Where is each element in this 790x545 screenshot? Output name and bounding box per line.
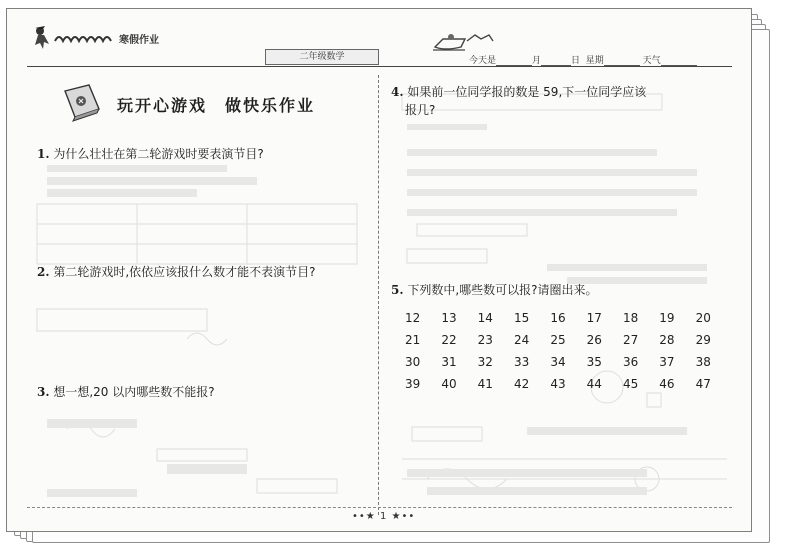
left-column (29, 83, 369, 399)
header-rule (27, 66, 732, 67)
number-cell[interactable]: 23 (477, 333, 493, 347)
page-footer (352, 511, 415, 522)
question-1 (37, 145, 264, 163)
number-cell[interactable]: 36 (622, 355, 639, 369)
question-4-number: 4. (391, 85, 404, 99)
number-cell[interactable]: 38 (695, 355, 711, 369)
number-cell[interactable]: 20 (695, 311, 711, 325)
number-grid-row (405, 351, 732, 373)
number-cell[interactable]: 40 (441, 377, 457, 391)
date-weather-line (469, 53, 697, 66)
brand-logo (31, 25, 159, 51)
number-cell[interactable]: 13 (441, 311, 457, 325)
number-cell[interactable]: 28 (659, 333, 675, 347)
question-4-line-1: 如果前一位同学报的数是 59,下一位同学应该 (407, 85, 647, 99)
question-1-number: 1. (37, 147, 50, 161)
column-divider (378, 75, 379, 515)
number-cell[interactable]: 32 (477, 355, 493, 369)
number-cell[interactable]: 42 (513, 377, 530, 391)
page-header (7, 9, 751, 65)
number-cell[interactable]: 24 (513, 333, 530, 347)
number-cell[interactable]: 22 (441, 333, 457, 347)
number-cell[interactable]: 25 (550, 333, 566, 347)
number-cell[interactable]: 33 (513, 355, 530, 369)
number-cell[interactable]: 18 (622, 311, 639, 325)
number-cell[interactable]: 27 (622, 333, 639, 347)
number-cell[interactable]: 31 (441, 355, 457, 369)
number-grid-row (405, 373, 732, 395)
question-2-number: 2. (37, 265, 50, 279)
number-cell[interactable]: 19 (659, 311, 675, 325)
number-cell[interactable]: 21 (405, 333, 421, 347)
number-cell[interactable]: 47 (695, 377, 711, 391)
number-grid-row (405, 307, 732, 329)
question-2 (37, 263, 316, 281)
number-cell[interactable]: 16 (550, 311, 566, 325)
date-label-month: 月 (532, 56, 542, 66)
number-cell[interactable]: 17 (586, 311, 602, 325)
date-label-weather: 天气 (642, 56, 661, 66)
number-grid-row (405, 329, 732, 351)
workbook-page (6, 8, 752, 532)
question-3-text: 想一想,20 以内哪些数不能报? (53, 385, 215, 399)
number-cell[interactable]: 15 (513, 311, 530, 325)
question-5-text: 下列数中,哪些数可以报?请圈出来。 (407, 283, 598, 297)
number-cell[interactable]: 12 (405, 311, 421, 325)
number-cell[interactable]: 26 (586, 333, 602, 347)
number-cell[interactable]: 37 (659, 355, 675, 369)
number-cell[interactable]: 35 (586, 355, 602, 369)
number-cell[interactable]: 34 (550, 355, 566, 369)
question-1-text: 为什么壮壮在第二轮游戏时要表演节目? (53, 147, 264, 161)
number-cell[interactable]: 14 (477, 311, 493, 325)
section-heading (29, 83, 369, 125)
blank-weather (661, 55, 697, 66)
footer-stars-left: ••★ (352, 511, 380, 522)
mascot-icon (31, 25, 53, 51)
blank-month (496, 55, 532, 66)
number-cell[interactable]: 30 (405, 355, 421, 369)
section-title: 玩开心游戏 做快乐作业 (117, 96, 316, 115)
question-5-number: 5. (391, 283, 404, 297)
blank-weekday (604, 55, 640, 66)
number-cell[interactable]: 46 (659, 377, 675, 391)
blank-day (541, 55, 571, 66)
date-label-today: 今天是 (469, 56, 497, 66)
number-cell[interactable]: 39 (405, 377, 421, 391)
number-cell[interactable]: 41 (477, 377, 493, 391)
question-3 (37, 383, 215, 401)
date-label-weekday: 星期 (585, 56, 604, 66)
number-cell[interactable]: 43 (550, 377, 566, 391)
question-4-line-2: 报几? (405, 103, 436, 117)
number-cell[interactable]: 45 (622, 377, 639, 391)
game-book-icon (59, 83, 105, 123)
number-grid (405, 307, 732, 395)
question-4 (391, 83, 646, 119)
footer-rule (27, 507, 732, 508)
question-2-text: 第二轮游戏时,依依应该报什么数才能不表演节目? (53, 265, 316, 279)
question-3-number: 3. (37, 385, 50, 399)
page-number: 1 (379, 511, 388, 522)
brand-script-logo (53, 31, 115, 45)
number-cell[interactable]: 44 (586, 377, 602, 391)
footer-stars-right: ★•• (387, 511, 416, 522)
date-label-day: 日 (571, 56, 581, 66)
subject-label: 二年级数学 (265, 49, 379, 65)
brand-title: 寒假作业 (119, 34, 159, 46)
question-5 (391, 281, 598, 299)
sleigh-icon (431, 31, 497, 53)
number-cell[interactable]: 29 (695, 333, 711, 347)
